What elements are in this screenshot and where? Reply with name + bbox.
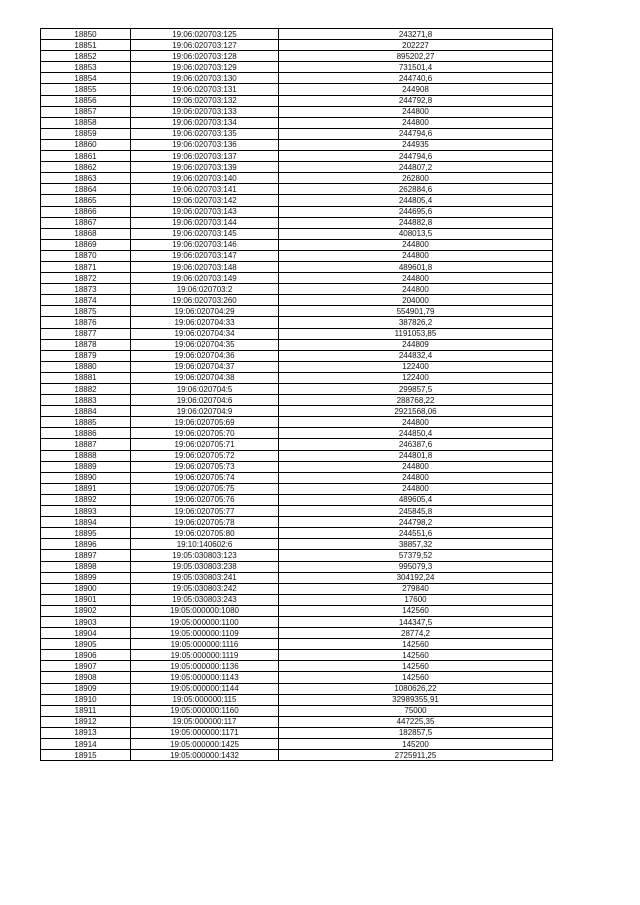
row-number-cell: 18879 xyxy=(41,350,131,361)
cadastral-number-cell: 19:06:020703:145 xyxy=(131,228,279,239)
value-cell: 244798,2 xyxy=(279,517,553,528)
row-number-cell: 18850 xyxy=(41,29,131,40)
cadastral-number-cell: 19:06:020705:74 xyxy=(131,472,279,483)
value-cell: 246387,6 xyxy=(279,439,553,450)
table-row xyxy=(41,583,553,594)
value-cell: 244882,8 xyxy=(279,217,553,228)
table-row xyxy=(41,350,553,361)
table-row xyxy=(41,51,553,62)
value-cell: 144347,5 xyxy=(279,616,553,627)
cadastral-number-cell: 19:06:020703:149 xyxy=(131,273,279,284)
cadastral-number-cell: 19:06:020703:136 xyxy=(131,139,279,150)
table-row xyxy=(41,139,553,150)
cadastral-number-cell: 19:06:020703:2 xyxy=(131,284,279,295)
table-row xyxy=(41,483,553,494)
value-cell: 262884,6 xyxy=(279,184,553,195)
value-cell: 1191053,85 xyxy=(279,328,553,339)
table-row xyxy=(41,361,553,372)
row-number-cell: 18886 xyxy=(41,428,131,439)
table-row xyxy=(41,173,553,184)
cadastral-number-cell: 19:06:020703:134 xyxy=(131,117,279,128)
row-number-cell: 18898 xyxy=(41,561,131,572)
value-cell: 244794,6 xyxy=(279,151,553,162)
value-cell: 145200 xyxy=(279,739,553,750)
table-row xyxy=(41,417,553,428)
table-row xyxy=(41,705,553,716)
table-row xyxy=(41,250,553,261)
row-number-cell: 18912 xyxy=(41,716,131,727)
row-number-cell: 18911 xyxy=(41,705,131,716)
table-row xyxy=(41,428,553,439)
table-row xyxy=(41,494,553,505)
value-cell: 244807,2 xyxy=(279,162,553,173)
value-cell: 75000 xyxy=(279,705,553,716)
value-cell: 244800 xyxy=(279,417,553,428)
table-row xyxy=(41,739,553,750)
cadastral-number-cell: 19:05:030803:242 xyxy=(131,583,279,594)
table-row xyxy=(41,406,553,417)
table-row xyxy=(41,284,553,295)
row-number-cell: 18884 xyxy=(41,406,131,417)
value-cell: 244695,6 xyxy=(279,206,553,217)
value-cell: 489605,4 xyxy=(279,494,553,505)
value-cell: 304192,24 xyxy=(279,572,553,583)
value-cell: 554901,79 xyxy=(279,306,553,317)
row-number-cell: 18913 xyxy=(41,727,131,738)
cadastral-number-cell: 19:06:020704:5 xyxy=(131,384,279,395)
table-row xyxy=(41,450,553,461)
table-row xyxy=(41,506,553,517)
cadastral-number-cell: 19:05:000000:1116 xyxy=(131,639,279,650)
value-cell: 243271,8 xyxy=(279,29,553,40)
row-number-cell: 18873 xyxy=(41,284,131,295)
value-cell: 245845,8 xyxy=(279,506,553,517)
cadastral-number-cell: 19:05:000000:1144 xyxy=(131,683,279,694)
cadastral-number-cell: 19:06:020703:143 xyxy=(131,206,279,217)
value-cell: 142560 xyxy=(279,672,553,683)
table-row xyxy=(41,239,553,250)
cadastral-number-cell: 19:05:000000:115 xyxy=(131,694,279,705)
row-number-cell: 18854 xyxy=(41,73,131,84)
cadastral-number-cell: 19:05:000000:1171 xyxy=(131,727,279,738)
table-row xyxy=(41,29,553,40)
row-number-cell: 18851 xyxy=(41,40,131,51)
cadastral-number-cell: 19:06:020703:148 xyxy=(131,261,279,272)
table-row xyxy=(41,162,553,173)
row-number-cell: 18875 xyxy=(41,306,131,317)
row-number-cell: 18915 xyxy=(41,750,131,761)
value-cell: 38857,32 xyxy=(279,539,553,550)
row-number-cell: 18855 xyxy=(41,84,131,95)
value-cell: 2921568,06 xyxy=(279,406,553,417)
cadastral-number-cell: 19:06:020704:36 xyxy=(131,350,279,361)
value-cell: 244800 xyxy=(279,117,553,128)
table-row xyxy=(41,372,553,383)
cadastral-number-cell: 19:05:000000:1425 xyxy=(131,739,279,750)
table-row xyxy=(41,128,553,139)
table-row xyxy=(41,295,553,306)
row-number-cell: 18857 xyxy=(41,106,131,117)
table-row xyxy=(41,694,553,705)
cadastral-number-cell: 19:06:020704:37 xyxy=(131,361,279,372)
row-number-cell: 18858 xyxy=(41,117,131,128)
cadastral-number-cell: 19:06:020703:127 xyxy=(131,40,279,51)
table-row xyxy=(41,384,553,395)
row-number-cell: 18872 xyxy=(41,273,131,284)
value-cell: 244800 xyxy=(279,483,553,494)
cadastral-number-cell: 19:06:020703:131 xyxy=(131,84,279,95)
cadastral-number-cell: 19:05:000000:1119 xyxy=(131,650,279,661)
table-row xyxy=(41,572,553,583)
cadastral-number-cell: 19:05:000000:1109 xyxy=(131,628,279,639)
value-cell: 244800 xyxy=(279,250,553,261)
cadastral-number-cell: 19:06:020703:129 xyxy=(131,62,279,73)
value-cell: 32989355,91 xyxy=(279,694,553,705)
value-cell: 244832,4 xyxy=(279,350,553,361)
row-number-cell: 18865 xyxy=(41,195,131,206)
row-number-cell: 18883 xyxy=(41,395,131,406)
table-row xyxy=(41,683,553,694)
cadastral-number-cell: 19:06:020703:147 xyxy=(131,250,279,261)
table-row xyxy=(41,84,553,95)
table-row xyxy=(41,672,553,683)
cadastral-number-cell: 19:05:000000:117 xyxy=(131,716,279,727)
row-number-cell: 18856 xyxy=(41,95,131,106)
row-number-cell: 18877 xyxy=(41,328,131,339)
cadastral-number-cell: 19:10:140602:6 xyxy=(131,539,279,550)
cadastral-number-cell: 19:05:000000:1100 xyxy=(131,616,279,627)
row-number-cell: 18891 xyxy=(41,483,131,494)
table-row xyxy=(41,594,553,605)
table-row xyxy=(41,306,553,317)
value-cell: 28774,2 xyxy=(279,628,553,639)
row-number-cell: 18868 xyxy=(41,228,131,239)
cadastral-number-cell: 19:06:020705:69 xyxy=(131,417,279,428)
value-cell: 122400 xyxy=(279,372,553,383)
table-row xyxy=(41,317,553,328)
cadastral-number-cell: 19:06:020703:132 xyxy=(131,95,279,106)
table-row xyxy=(41,195,553,206)
cadastral-number-cell: 19:06:020703:128 xyxy=(131,51,279,62)
value-cell: 244792,8 xyxy=(279,95,553,106)
value-cell: 244850,4 xyxy=(279,428,553,439)
table-row xyxy=(41,716,553,727)
row-number-cell: 18861 xyxy=(41,151,131,162)
table-row xyxy=(41,228,553,239)
row-number-cell: 18874 xyxy=(41,295,131,306)
value-cell: 279840 xyxy=(279,583,553,594)
table-row xyxy=(41,461,553,472)
table-row xyxy=(41,539,553,550)
row-number-cell: 18914 xyxy=(41,739,131,750)
cadastral-number-cell: 19:06:020703:130 xyxy=(131,73,279,84)
table-row xyxy=(41,40,553,51)
table-row xyxy=(41,528,553,539)
row-number-cell: 18880 xyxy=(41,361,131,372)
cadastral-number-cell: 19:06:020704:34 xyxy=(131,328,279,339)
row-number-cell: 18878 xyxy=(41,339,131,350)
row-number-cell: 18908 xyxy=(41,672,131,683)
value-cell: 288768,22 xyxy=(279,395,553,406)
value-cell: 408013,5 xyxy=(279,228,553,239)
cadastral-number-cell: 19:06:020703:142 xyxy=(131,195,279,206)
value-cell: 244935 xyxy=(279,139,553,150)
row-number-cell: 18900 xyxy=(41,583,131,594)
row-number-cell: 18866 xyxy=(41,206,131,217)
cadastral-number-cell: 19:05:000000:1432 xyxy=(131,750,279,761)
cadastral-number-cell: 19:05:000000:1080 xyxy=(131,605,279,616)
table-row xyxy=(41,62,553,73)
table-body xyxy=(41,29,553,761)
value-cell: 895202,27 xyxy=(279,51,553,62)
cadastral-number-cell: 19:06:020704:35 xyxy=(131,339,279,350)
table-row xyxy=(41,550,553,561)
cadastral-number-cell: 19:05:030803:243 xyxy=(131,594,279,605)
table-row xyxy=(41,727,553,738)
row-number-cell: 18888 xyxy=(41,450,131,461)
cadastral-number-cell: 19:05:000000:1143 xyxy=(131,672,279,683)
cadastral-value-table xyxy=(40,28,553,761)
row-number-cell: 18885 xyxy=(41,417,131,428)
row-number-cell: 18899 xyxy=(41,572,131,583)
value-cell: 244800 xyxy=(279,273,553,284)
table-row xyxy=(41,639,553,650)
cadastral-number-cell: 19:06:020703:125 xyxy=(131,29,279,40)
cadastral-number-cell: 19:06:020705:78 xyxy=(131,517,279,528)
row-number-cell: 18870 xyxy=(41,250,131,261)
cadastral-number-cell: 19:06:020705:75 xyxy=(131,483,279,494)
cadastral-number-cell: 19:06:020703:133 xyxy=(131,106,279,117)
cadastral-number-cell: 19:06:020703:139 xyxy=(131,162,279,173)
value-cell: 142560 xyxy=(279,639,553,650)
table-row xyxy=(41,95,553,106)
value-cell: 57379,52 xyxy=(279,550,553,561)
cadastral-number-cell: 19:06:020705:71 xyxy=(131,439,279,450)
row-number-cell: 18897 xyxy=(41,550,131,561)
table-row xyxy=(41,395,553,406)
value-cell: 244800 xyxy=(279,106,553,117)
cadastral-number-cell: 19:06:020705:77 xyxy=(131,506,279,517)
value-cell: 299857,5 xyxy=(279,384,553,395)
value-cell: 182857,5 xyxy=(279,727,553,738)
table-row xyxy=(41,628,553,639)
value-cell: 387826,2 xyxy=(279,317,553,328)
cadastral-number-cell: 19:06:020703:135 xyxy=(131,128,279,139)
value-cell: 244800 xyxy=(279,461,553,472)
value-cell: 244801,8 xyxy=(279,450,553,461)
cadastral-number-cell: 19:06:020705:70 xyxy=(131,428,279,439)
value-cell: 142560 xyxy=(279,650,553,661)
table-row xyxy=(41,472,553,483)
cadastral-number-cell: 19:05:000000:1160 xyxy=(131,705,279,716)
table-row xyxy=(41,616,553,627)
value-cell: 1080626,22 xyxy=(279,683,553,694)
value-cell: 731501,4 xyxy=(279,62,553,73)
table-row xyxy=(41,661,553,672)
cadastral-number-cell: 19:06:020703:137 xyxy=(131,151,279,162)
table-row xyxy=(41,184,553,195)
row-number-cell: 18896 xyxy=(41,539,131,550)
row-number-cell: 18881 xyxy=(41,372,131,383)
row-number-cell: 18910 xyxy=(41,694,131,705)
value-cell: 489601,8 xyxy=(279,261,553,272)
cadastral-number-cell: 19:06:020703:146 xyxy=(131,239,279,250)
row-number-cell: 18889 xyxy=(41,461,131,472)
table-row xyxy=(41,328,553,339)
table-row xyxy=(41,439,553,450)
row-number-cell: 18859 xyxy=(41,128,131,139)
value-cell: 244908 xyxy=(279,84,553,95)
cadastral-number-cell: 19:06:020704:9 xyxy=(131,406,279,417)
document-page xyxy=(40,28,552,761)
table-row xyxy=(41,217,553,228)
row-number-cell: 18882 xyxy=(41,384,131,395)
cadastral-number-cell: 19:06:020705:80 xyxy=(131,528,279,539)
table-row xyxy=(41,261,553,272)
cadastral-number-cell: 19:06:020703:260 xyxy=(131,295,279,306)
table-row xyxy=(41,206,553,217)
table-row xyxy=(41,73,553,84)
cadastral-number-cell: 19:06:020703:144 xyxy=(131,217,279,228)
cadastral-number-cell: 19:05:000000:1136 xyxy=(131,661,279,672)
row-number-cell: 18903 xyxy=(41,616,131,627)
value-cell: 244800 xyxy=(279,472,553,483)
cadastral-number-cell: 19:06:020703:141 xyxy=(131,184,279,195)
row-number-cell: 18902 xyxy=(41,605,131,616)
value-cell: 244551,6 xyxy=(279,528,553,539)
row-number-cell: 18905 xyxy=(41,639,131,650)
value-cell: 262800 xyxy=(279,173,553,184)
row-number-cell: 18906 xyxy=(41,650,131,661)
row-number-cell: 18894 xyxy=(41,517,131,528)
row-number-cell: 18864 xyxy=(41,184,131,195)
cadastral-number-cell: 19:06:020704:38 xyxy=(131,372,279,383)
table-row xyxy=(41,561,553,572)
row-number-cell: 18867 xyxy=(41,217,131,228)
row-number-cell: 18863 xyxy=(41,173,131,184)
cadastral-number-cell: 19:06:020704:6 xyxy=(131,395,279,406)
row-number-cell: 18871 xyxy=(41,261,131,272)
value-cell: 122400 xyxy=(279,361,553,372)
table-row xyxy=(41,106,553,117)
cadastral-number-cell: 19:06:020703:140 xyxy=(131,173,279,184)
value-cell: 244805,4 xyxy=(279,195,553,206)
row-number-cell: 18907 xyxy=(41,661,131,672)
cadastral-number-cell: 19:06:020704:29 xyxy=(131,306,279,317)
value-cell: 2725911,25 xyxy=(279,750,553,761)
table-row xyxy=(41,117,553,128)
row-number-cell: 18892 xyxy=(41,494,131,505)
value-cell: 995079,3 xyxy=(279,561,553,572)
row-number-cell: 18852 xyxy=(41,51,131,62)
value-cell: 244740,6 xyxy=(279,73,553,84)
cadastral-number-cell: 19:05:030803:238 xyxy=(131,561,279,572)
row-number-cell: 18887 xyxy=(41,439,131,450)
value-cell: 142560 xyxy=(279,661,553,672)
row-number-cell: 18904 xyxy=(41,628,131,639)
row-number-cell: 18909 xyxy=(41,683,131,694)
row-number-cell: 18895 xyxy=(41,528,131,539)
table-row xyxy=(41,650,553,661)
value-cell: 17600 xyxy=(279,594,553,605)
value-cell: 244800 xyxy=(279,284,553,295)
row-number-cell: 18869 xyxy=(41,239,131,250)
row-number-cell: 18853 xyxy=(41,62,131,73)
value-cell: 447225,35 xyxy=(279,716,553,727)
cadastral-number-cell: 19:05:030803:123 xyxy=(131,550,279,561)
value-cell: 244809 xyxy=(279,339,553,350)
cadastral-number-cell: 19:05:030803:241 xyxy=(131,572,279,583)
row-number-cell: 18901 xyxy=(41,594,131,605)
table-row xyxy=(41,605,553,616)
row-number-cell: 18876 xyxy=(41,317,131,328)
cadastral-number-cell: 19:06:020705:73 xyxy=(131,461,279,472)
cadastral-number-cell: 19:06:020704:33 xyxy=(131,317,279,328)
row-number-cell: 18890 xyxy=(41,472,131,483)
value-cell: 244794,6 xyxy=(279,128,553,139)
value-cell: 202227 xyxy=(279,40,553,51)
row-number-cell: 18893 xyxy=(41,506,131,517)
value-cell: 244800 xyxy=(279,239,553,250)
table-row xyxy=(41,151,553,162)
value-cell: 142560 xyxy=(279,605,553,616)
table-row xyxy=(41,339,553,350)
cadastral-number-cell: 19:06:020705:72 xyxy=(131,450,279,461)
value-cell: 204000 xyxy=(279,295,553,306)
table-row xyxy=(41,750,553,761)
table-row xyxy=(41,517,553,528)
row-number-cell: 18862 xyxy=(41,162,131,173)
row-number-cell: 18860 xyxy=(41,139,131,150)
table-row xyxy=(41,273,553,284)
cadastral-number-cell: 19:06:020705:76 xyxy=(131,494,279,505)
